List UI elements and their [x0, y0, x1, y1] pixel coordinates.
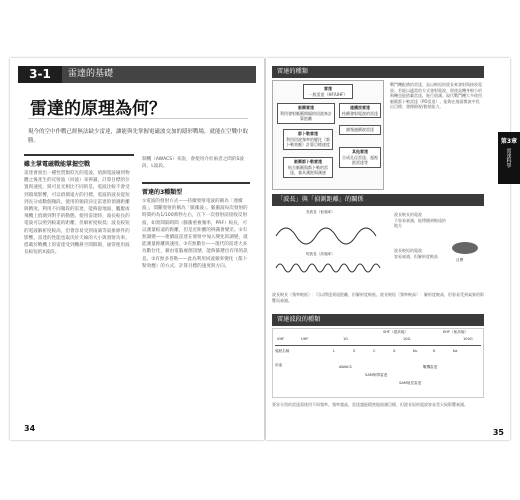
left-subhead: 雖主掌電磁戰能掌握空戰	[24, 161, 91, 168]
page-number-left: 34	[24, 424, 36, 433]
vhf-label: VHF	[277, 337, 285, 341]
section-number: 3-1	[18, 66, 62, 83]
short-wave	[276, 264, 380, 272]
left-page	[10, 58, 264, 440]
right-subhead: 雷達的3種類型	[142, 189, 183, 196]
short-wave-sub: 容易衰減，但解析度較高	[394, 253, 438, 259]
use-fighter: 戰機雷達	[423, 365, 438, 369]
other-label: 其他雷達	[352, 149, 368, 154]
band-x: X	[393, 349, 396, 353]
band-c: C	[373, 349, 376, 353]
pd-label: 脈衝都卜勒雷達	[294, 159, 322, 164]
subhead-rule-2	[142, 182, 250, 184]
unit-10g: 10G	[403, 337, 411, 341]
band-axis	[275, 345, 481, 346]
left-column-text: 雷達會發出一種性質類似光的電波，偵測電波碰到物體之後產生的反射波（回波）來辨識，計算目標的位置與速度。與可見光相比不同的是，電波比較不會受到環境影響，可以偵測遠方的目標。電波的波長從短到長分成數個頻段，使用的頻段決定雷達的偵測距離與精度。利用不同頻段的雷達，能夠從地面、艦艇或飛機上偵測到對手的動態。使用雷達時，波長較長的電波可以照到較遠的距離，但解析度較低；波長較短的電波解析度較高，但會容易受到雨滴等氣象條件的影響。雷達的性能也取決於天線的大小與發射功率。搭載於戰機上的雷達受到機鼻空間限制，通常使用波長較短的X波段。	[24, 171, 130, 256]
band-text: 要求分別的雷達需使用不同頻率。頻率越高，雷達越能精密地偵測目標，但波長短的電波容易受天候影響衰減。	[272, 402, 468, 407]
long-wave-caption: 長波長（低頻率）	[306, 210, 335, 214]
doppler-sub: 利用回波頻率的變化（都卜勒效應）計算目標速度	[286, 136, 330, 147]
section-title-bar: 雷達的基礎	[62, 66, 256, 83]
pd-node	[283, 157, 333, 178]
long-wave	[276, 228, 376, 244]
other-sub: 合成孔徑雷達、超視距雷達等	[342, 154, 378, 165]
use-sam-fire: SAM射控雷達	[399, 381, 422, 385]
band-s: S	[353, 349, 356, 353]
wavelength-text: 波長較長（頻率較低）：可以傳達到遠距離，但解析度較低。波長較短（頻率較高）：解析度較高，但容易受到氣象的影響而衰減。	[272, 292, 484, 303]
unit-1g: 1G	[343, 337, 349, 341]
wavelength-bar: 「波長」與「偵測距離」的關係	[272, 194, 484, 206]
root-sub: 一般雷達（HF/UHF）	[308, 91, 348, 97]
long-wave-title: 波長較長的電波	[394, 212, 422, 217]
doppler-node	[283, 129, 333, 150]
other-node	[339, 147, 381, 168]
chapter-number: 第3章	[500, 138, 518, 145]
pd-sub: 結合脈衝與都卜勒的雷達，兼具測距與測速	[288, 164, 328, 175]
band-ka: Ka	[453, 349, 458, 353]
short-wave-title: 波長較短的電波	[394, 248, 422, 253]
row-label-band: 頻段名稱	[275, 349, 290, 353]
lead-paragraph: 現今的空中作戰已經無法缺少雷達，讓能與先掌握電磁波交加的隱形戰場，就能在空戰中取勝。	[28, 129, 249, 144]
uhf-label: UHF	[301, 337, 309, 341]
band-chart	[272, 328, 484, 398]
target-aircraft-icon	[452, 242, 478, 254]
cw-sub: 持續發射電波的雷達	[342, 110, 378, 116]
pulse-node	[277, 103, 335, 124]
cw-label: 連續波雷達	[350, 105, 370, 110]
band-l: L	[333, 349, 336, 353]
band-k: K	[433, 349, 436, 353]
doppler-label: 都卜勒雷達	[298, 131, 318, 136]
wavelength-diagram	[272, 208, 484, 290]
title-divider	[28, 118, 248, 119]
wave-svg	[272, 216, 392, 290]
page-number-right: 35	[492, 428, 504, 437]
right-column-top: 制機（AWACS）來說，會使用介於兩者之間的S波段、L波段。	[142, 157, 244, 170]
long-wave-label	[394, 212, 448, 229]
long-wave-sub: 不容易衰減，能傳播到較遠的地方	[394, 217, 446, 229]
root-node	[303, 84, 353, 99]
subhead-rule	[24, 154, 134, 156]
use-awacs: AWACS	[339, 365, 352, 369]
chapter-name: 雷達科學	[505, 148, 512, 168]
right-page	[266, 58, 510, 440]
root-label: 雷達	[324, 86, 332, 91]
row-label-use: 用途	[275, 363, 283, 367]
band-bar: 雷達波段的種類	[272, 314, 484, 326]
use-sam-guide: SAM制導雷達	[365, 373, 388, 377]
band-ku: Ku	[413, 349, 418, 353]
radar-types-bar: 雷達的種類	[272, 66, 484, 78]
chapter-tab	[498, 132, 520, 184]
page-title: 雷達的原理為何？	[30, 99, 166, 119]
target-label: 目標	[456, 258, 464, 262]
cw-node	[339, 103, 381, 118]
shf-label: SHF（超高頻）	[383, 330, 409, 334]
short-wave-label	[394, 248, 444, 259]
ehf-label: EHF（極高頻）	[443, 330, 469, 334]
radar-type-diagram	[272, 80, 384, 190]
radar-types-text: 戰鬥機配備的雷達，是以較短的波長來發射與接收電波。若能以適當的方式發射電波，即使是機身較小的飛機也能搭載雷達，進行偵測。現代戰鬥機大多使用脈衝都卜勒雷達（PD雷達），能夠在地面雜波中找出目標，發揮俯視/俯射能力。	[390, 82, 482, 110]
fmcw-node	[339, 125, 381, 135]
short-wave-caption: 短波長（高頻率）	[306, 252, 335, 256]
unit-100g: 100G	[463, 337, 473, 341]
right-column-text: ①電波的發射方式——持續發射電波的稱為「連續波」，間斷發射的稱為「脈衝波」。脈衝波每次發射的時間約為1/100萬秒左右，在下一次發射前接收反射波，如果間隔時間（脈衝重複頻率，PRF）較長，可以測量較遠的距離，但是近距離的辨識會變差。②有無調變——連續波雷達在發射中加入變化的調變，就能測量距離與速度。③有無數位——現代的雷達大多為數位化，藉由電腦處理訊號，能夠篩選出有用的訊息。③有無多普勒——此為利用回波頻率變化（都卜勒效應）的方式，計算目標的速度與方向。	[142, 199, 248, 269]
pulse-sub: 利用發射脈衝間隔的回波來計算距離	[280, 110, 332, 121]
fmcw-label: 調頻連續波雷達	[346, 127, 374, 132]
pulse-label: 脈衝雷達	[298, 105, 314, 110]
